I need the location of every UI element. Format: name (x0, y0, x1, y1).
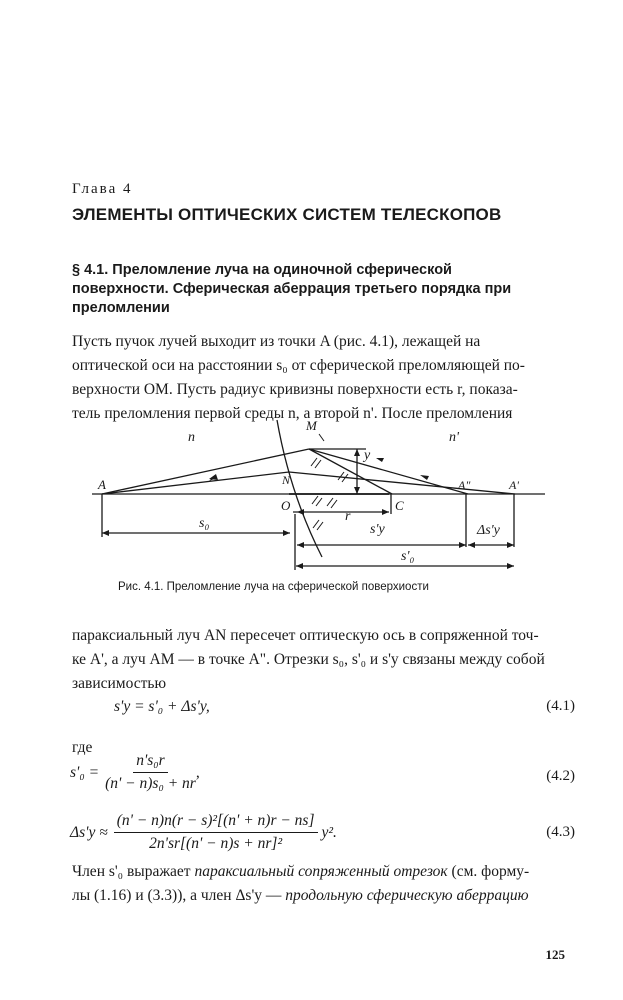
equation-tail: y². (321, 823, 337, 841)
label-y: y (364, 448, 371, 463)
normal-line (309, 449, 392, 494)
refracting-surface (277, 420, 322, 557)
equation-tail: , (195, 763, 200, 781)
text-line: тель преломления первой среды n, а второй n'. После преломления (72, 405, 513, 422)
label-A-double-prime: A" (458, 478, 471, 492)
page-number: 125 (545, 947, 565, 962)
label-A: A (98, 477, 106, 492)
chapter-label: Глава 4 (72, 181, 133, 197)
label-sy-prime: s'y (370, 522, 385, 537)
fraction-numerator: (n' − n)n(r − s)²[(n' + n)r − ns] (114, 812, 318, 833)
fraction-denominator: 2n'sr[(n' − n)s + nr]² (149, 835, 283, 852)
ray-AM (102, 449, 309, 494)
emphasis-text: продольную сферическую аберрацию (285, 887, 529, 904)
text-line (72, 860, 584, 884)
emphasis-text: параксиальный сопряженный отрезок (194, 863, 448, 880)
equation-fraction (114, 812, 318, 853)
where-label: где (72, 739, 93, 756)
fraction-numerator: n's₀r (133, 752, 168, 773)
equation-4-2 (70, 752, 200, 793)
equation-number-4-2: (4.2) (546, 768, 575, 784)
label-n-left: n (188, 430, 195, 445)
figure-caption: Рис. 4.1. Преломление луча на сферической поверхиости (118, 581, 429, 593)
text-line (72, 884, 584, 908)
label-n-right: n' (449, 430, 459, 445)
text-line: оптической оси на расстоянии s₀ от сферической преломляющей по- (72, 357, 525, 374)
equation-fraction (105, 752, 196, 793)
label-r: r (345, 509, 351, 524)
equation-lhs: Δs'y ≈ (70, 823, 108, 841)
label-O: O (281, 498, 291, 513)
text-run: лы (1.16) и (3.3)), а член Δs'y — (72, 887, 286, 904)
text-line: ке A', а луч AM — в точке A". Отрезки s₀, s'₀ и s'y связаны между собой (72, 651, 545, 668)
equation-4-3 (70, 812, 337, 853)
paragraph-paraxial (72, 624, 584, 696)
label-M: M (306, 418, 317, 433)
fraction-denominator: (n' − n)s₀ + nr (105, 775, 196, 792)
label-s0-prime: s'₀ (401, 549, 415, 564)
section-title: § 4.1. Преломление луча на одиночной сферической поверхности. Сферическая аберрация третьего порядка при преломлении (72, 262, 512, 316)
label-N: N (282, 473, 291, 487)
text-line: верхности OM. Пусть радиус кривизны поверхности есть r, показа- (72, 381, 518, 398)
equation-lhs: s'₀ = (70, 763, 100, 781)
label-A-prime: A' (509, 478, 519, 492)
equation-number-4-1: (4.1) (546, 698, 575, 714)
text-run: (см. форму- (447, 863, 530, 880)
label-s0: s₀ (199, 516, 210, 531)
chapter-title: ЭЛЕМЕНТЫ ОПТИЧЕСКИХ СИСТЕМ ТЕЛЕСКОПОВ (72, 205, 502, 224)
ray-AN (102, 472, 289, 494)
equation-4-1: s'y = s'₀ + Δs'y, (114, 698, 210, 715)
text-run: Член s'₀ выражает (72, 863, 195, 880)
text-line: зависимостью (72, 675, 167, 692)
text-line: параксиальный луч AN пересечет оптическую ось в сопряженной точ- (72, 627, 539, 644)
text-line: Пусть пучок лучей выходит из точки A (рис. 4.1), лежащей на (72, 333, 481, 350)
equation-number-4-3: (4.3) (546, 824, 575, 840)
paragraph-conclusion (72, 860, 584, 908)
label-delta-sy: Δs'y (477, 523, 500, 538)
label-C: C (395, 498, 404, 513)
